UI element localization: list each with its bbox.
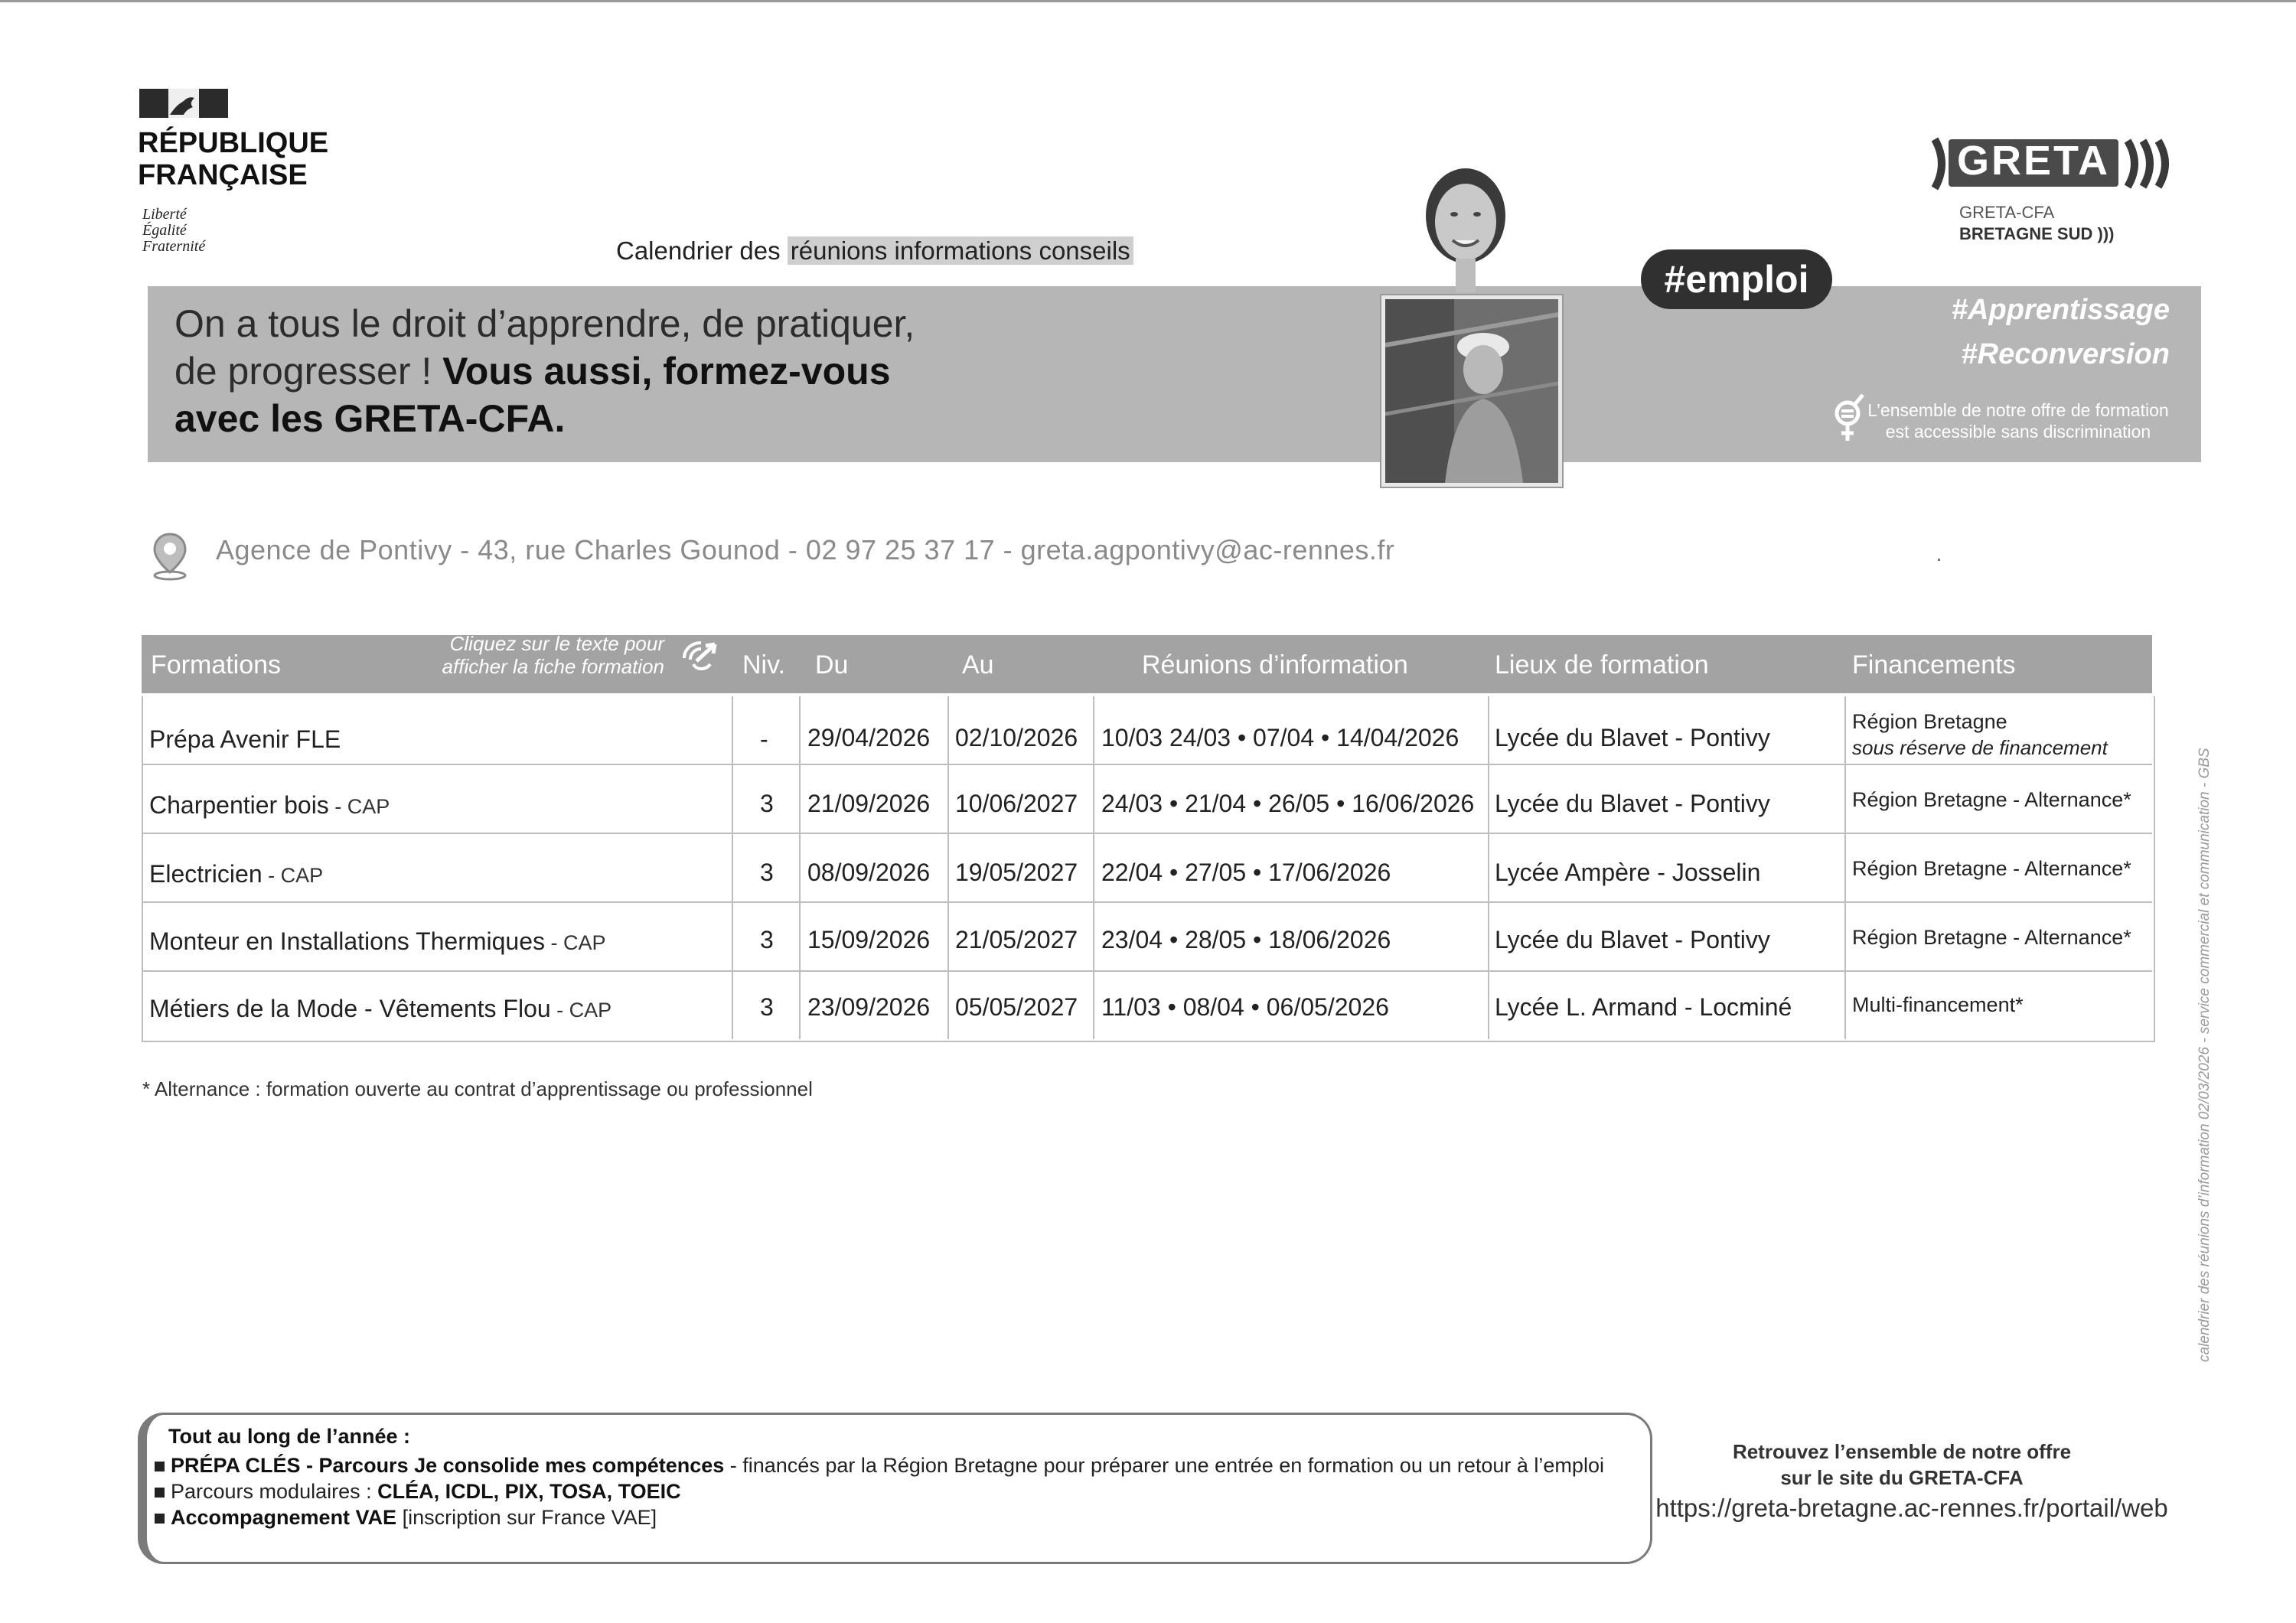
hashtag-reconversion: #Reconversion bbox=[1961, 338, 2170, 370]
header-du: Du bbox=[815, 650, 849, 680]
table-row bbox=[142, 834, 2152, 903]
table-row bbox=[142, 903, 2152, 972]
vae-rest: [inscription sur France VAE] bbox=[396, 1506, 657, 1529]
lieu-cell: Lycée du Blavet - Pontivy bbox=[1495, 724, 1770, 751]
agency-address: Agence de Pontivy - 43, rue Charles Gounod - 02 97 25 37 17 - greta.agpontivy@ac-rennes.fr bbox=[216, 534, 1395, 565]
worker-photo-image bbox=[1381, 295, 1562, 487]
greta-subtitle bbox=[1959, 202, 2114, 245]
lieu-cell: Lycée du Blavet - Pontivy bbox=[1495, 926, 1770, 953]
bullet-square-icon bbox=[155, 1514, 165, 1524]
click-hint-line1: Cliquez sur le texte pour bbox=[449, 632, 664, 655]
slogan-line2-bold: Vous aussi, formez-vous bbox=[442, 350, 891, 393]
greta-sub-line2: BRETAGNE SUD ))) bbox=[1959, 224, 2115, 243]
slogan-line3-bold: avec les GRETA-CFA. bbox=[174, 397, 566, 440]
slogan-line1: On a tous le droit d’apprendre, de pratiquer, bbox=[174, 302, 915, 345]
republique-motto bbox=[142, 207, 205, 255]
year-box-line3 bbox=[155, 1506, 657, 1530]
bullet-square-icon bbox=[155, 1488, 165, 1498]
financement-cell: Région Bretagne - Alternance* bbox=[1852, 926, 2131, 949]
motto-liberte: Liberté bbox=[142, 206, 187, 223]
retrouvez-line1: Retrouvez l’ensemble de notre offre bbox=[1732, 1440, 2072, 1463]
header-formations: Formations bbox=[151, 650, 282, 680]
au-cell: 02/10/2026 bbox=[955, 724, 1078, 751]
prepa-cles-rest: - financés par la Région Bretagne pour préparer une entrée en formation ou un retour à l’emploi bbox=[724, 1454, 1604, 1477]
retrouvez-text bbox=[1661, 1439, 2143, 1491]
reunions-cell: 24/03 • 21/04 • 26/05 • 16/06/2026 bbox=[1101, 790, 1475, 817]
header-niv: Niv. bbox=[742, 650, 786, 680]
formation-link[interactable] bbox=[149, 995, 612, 1023]
financement-cell: Région Bretagne - Alternance* bbox=[1852, 788, 2131, 811]
lieu-cell: Lycée Ampère - Josselin bbox=[1495, 859, 1761, 886]
niv-cell: - bbox=[760, 725, 768, 753]
vae-bold: Accompagnement VAE bbox=[171, 1506, 397, 1529]
formation-link[interactable] bbox=[149, 791, 390, 820]
woman-portrait-image bbox=[1408, 162, 1523, 292]
formation-name: Charpentier bois bbox=[149, 791, 329, 819]
retrouvez-line2: sur le site du GRETA-CFA bbox=[1780, 1466, 2024, 1489]
prepa-cles-bold: PRÉPA CLÉS - Parcours Je consolide mes compétences bbox=[171, 1454, 725, 1477]
greta-logo-text: GRETA bbox=[1957, 138, 2110, 184]
greta-logo bbox=[1932, 135, 2177, 193]
gender-equality-icon bbox=[1834, 390, 1864, 444]
parcours-bold: CLÉA, ICDL, PIX, TOSA, TOEIC bbox=[377, 1480, 681, 1503]
formation-name: Electricien bbox=[149, 860, 263, 888]
slogan-line2-plain: de progresser ! bbox=[174, 350, 443, 393]
vertical-side-note: calendrier des réunions d’information 02/03/2026 - service commercial et communication - GBS bbox=[2197, 748, 2213, 1362]
emploi-badge: #emploi bbox=[1641, 249, 1832, 309]
au-cell: 19/05/2027 bbox=[955, 859, 1078, 886]
header-financements: Financements bbox=[1852, 650, 2016, 680]
formation-name: Monteur en Installations Thermiques bbox=[149, 927, 546, 955]
alternance-footnote: * Alternance : formation ouverte au contrat d’apprentissage ou professionnel bbox=[142, 1077, 813, 1100]
header-reunions: Réunions d’information bbox=[1142, 650, 1408, 680]
year-box-line2 bbox=[155, 1480, 681, 1504]
parcours-plain: Parcours modulaires : bbox=[171, 1480, 378, 1503]
rf-name-line1: RÉPUBLIQUE bbox=[138, 127, 329, 159]
du-cell: 08/09/2026 bbox=[807, 859, 931, 886]
top-edge-line bbox=[0, 0, 2296, 2]
greta-website-link[interactable]: https://greta-bretagne.ac-rennes.fr/portail/web bbox=[1655, 1494, 2168, 1522]
financement-note: sous réserve de financement bbox=[1852, 736, 2108, 759]
year-box-line1 bbox=[155, 1454, 1604, 1478]
lieu-cell: Lycée du Blavet - Pontivy bbox=[1495, 790, 1770, 817]
formation-name: Prépa Avenir FLE bbox=[149, 725, 341, 753]
slogan-line2 bbox=[174, 347, 915, 395]
header-lieux: Lieux de formation bbox=[1495, 650, 1709, 680]
du-cell: 29/04/2026 bbox=[807, 724, 931, 751]
bullet-square-icon bbox=[155, 1462, 165, 1471]
formation-link[interactable] bbox=[149, 927, 606, 956]
greta-sub-line1: GRETA-CFA bbox=[1959, 203, 2055, 222]
calendar-title-highlight: réunions informations conseils bbox=[788, 236, 1133, 265]
slogan-text bbox=[174, 300, 915, 442]
scan-speck bbox=[1938, 559, 1940, 561]
click-hand-icon bbox=[680, 638, 721, 673]
discrimination-line2: est accessible sans discrimination bbox=[1885, 422, 2151, 442]
au-cell: 21/05/2027 bbox=[955, 926, 1078, 953]
reunions-cell: 11/03 • 08/04 • 06/05/2026 bbox=[1101, 993, 1389, 1021]
calendar-title bbox=[616, 236, 1133, 266]
formation-suffix: - CAP bbox=[262, 864, 324, 887]
non-discrimination-text bbox=[1867, 399, 2169, 442]
header-au: Au bbox=[962, 650, 994, 680]
du-cell: 21/09/2026 bbox=[807, 790, 931, 817]
du-cell: 23/09/2026 bbox=[807, 993, 931, 1021]
formation-suffix: - CAP bbox=[550, 999, 612, 1022]
table-row bbox=[142, 765, 2152, 834]
republique-francaise-name bbox=[138, 127, 328, 191]
formation-link[interactable] bbox=[149, 725, 341, 754]
motto-egalite: Égalité bbox=[142, 222, 187, 239]
table-row bbox=[142, 972, 2152, 1039]
du-cell: 15/09/2026 bbox=[807, 926, 931, 953]
year-box-title: Tout au long de l’année : bbox=[168, 1425, 410, 1448]
niv-cell: 3 bbox=[760, 926, 774, 953]
lieu-cell: Lycée L. Armand - Locminé bbox=[1495, 993, 1792, 1021]
financement-cell: Région Bretagne bbox=[1852, 710, 2007, 733]
location-pin-icon bbox=[150, 531, 190, 582]
table-row bbox=[142, 696, 2152, 765]
marianne-logo-icon bbox=[139, 89, 228, 118]
discrimination-line1: L’ensemble de notre offre de formation bbox=[1867, 400, 2169, 420]
slogan-line3 bbox=[174, 395, 915, 442]
hashtag-apprentissage: #Apprentissage bbox=[1951, 294, 2170, 326]
niv-cell: 3 bbox=[760, 859, 774, 886]
formation-link[interactable] bbox=[149, 860, 323, 888]
niv-cell: 3 bbox=[760, 790, 774, 817]
au-cell: 10/06/2027 bbox=[955, 790, 1078, 817]
niv-cell: 3 bbox=[760, 993, 774, 1021]
click-hint-line2: afficher la fiche formation bbox=[442, 655, 664, 678]
reunions-cell: 10/03 24/03 • 07/04 • 14/04/2026 bbox=[1101, 724, 1459, 751]
financement-cell: Région Bretagne - Alternance* bbox=[1852, 857, 2131, 880]
calendar-title-plain: Calendrier des bbox=[616, 236, 788, 265]
hashtags bbox=[1852, 288, 2170, 376]
rf-name-line2: FRANÇAISE bbox=[138, 159, 308, 191]
motto-fraternite: Fraternité bbox=[142, 238, 206, 255]
reunions-cell: 23/04 • 28/05 • 18/06/2026 bbox=[1101, 926, 1391, 953]
formation-suffix: - CAP bbox=[328, 795, 390, 818]
financement-cell: Multi-financement* bbox=[1852, 993, 2024, 1016]
au-cell: 05/05/2027 bbox=[955, 993, 1078, 1021]
reunions-cell: 22/04 • 27/05 • 17/06/2026 bbox=[1101, 859, 1391, 886]
click-hint bbox=[404, 632, 664, 678]
formation-suffix: - CAP bbox=[545, 931, 606, 954]
formation-name: Métiers de la Mode - Vêtements Flou bbox=[149, 995, 551, 1022]
